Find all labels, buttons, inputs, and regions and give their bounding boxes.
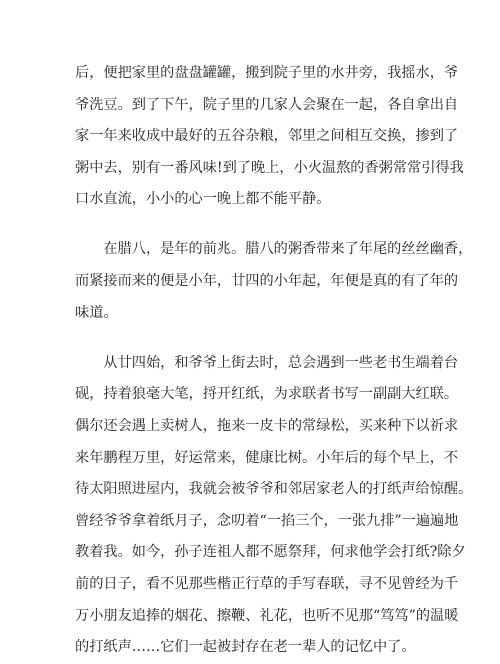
- text-line: 在腊八，是年的前兆。腊八的粥香带来了年尾的丝丝幽香，: [75, 241, 473, 258]
- text-line: 的打纸声……它们一起被封存在老一辈人的记忆中了。: [75, 639, 416, 656]
- paragraph-3: [75, 348, 473, 664]
- text-line: 从廿四始，和爷爷上街去时，总会遇到一些老书生端着台: [75, 354, 459, 371]
- text-line: 前的日子，看不见那些楷正行草的手写春联，寻不见曾经为千: [75, 575, 459, 592]
- paragraph-2: [75, 234, 473, 329]
- text-line: 后，便把家里的盘盘罐罐，搬到院子里的水井旁，我摇水，爷: [75, 65, 459, 81]
- text-line: 粥中去，别有一番风味!到了晚上，小火温熬的香粥常常引得我: [75, 159, 464, 176]
- text-line: 口水直流，小小的心一晚上都不能平静。: [75, 191, 331, 208]
- text-line: 味道。: [75, 304, 118, 321]
- text-line: 万小朋友追捧的烟花、擦鞭、礼花，也听不见那“笃笃”的温暖: [75, 607, 459, 624]
- text-line: 砚，持着狼毫大笔，捋开红纸，为求联者书写一副副大红联。: [75, 386, 459, 403]
- text-line: 来年鹏程万里，好运常来，健康比树。小年后的每个早上，不: [75, 449, 459, 466]
- text-line: 家一年来收成中最好的五谷杂粮，邻里之间相互交换，掺到了: [75, 128, 459, 145]
- article-body: [75, 58, 473, 664]
- paragraph-1: [75, 58, 464, 216]
- text-line: 待太阳照进屋内，我就会被爷爷和邻居家老人的打纸声给惊醒。: [75, 481, 473, 498]
- text-line: 偶尔还会遇上卖树人，拖来一皮卡的常绿松，买来种下以祈求: [75, 417, 459, 434]
- text-line: 曾经爷爷拿着纸月子，念叨着“一掐三个，一张九排”一遍遍地: [75, 512, 459, 529]
- text-line: 教着我。如今，孙子连祖人都不愿祭拜，何求他学会打纸?除夕: [75, 544, 466, 561]
- text-line: 爷洗豆。到了下午，院子里的几家人会聚在一起，各自拿出自: [75, 96, 459, 113]
- text-line: 而紧接而来的便是小年，廿四的小年起，年便是真的有了年的: [75, 273, 459, 290]
